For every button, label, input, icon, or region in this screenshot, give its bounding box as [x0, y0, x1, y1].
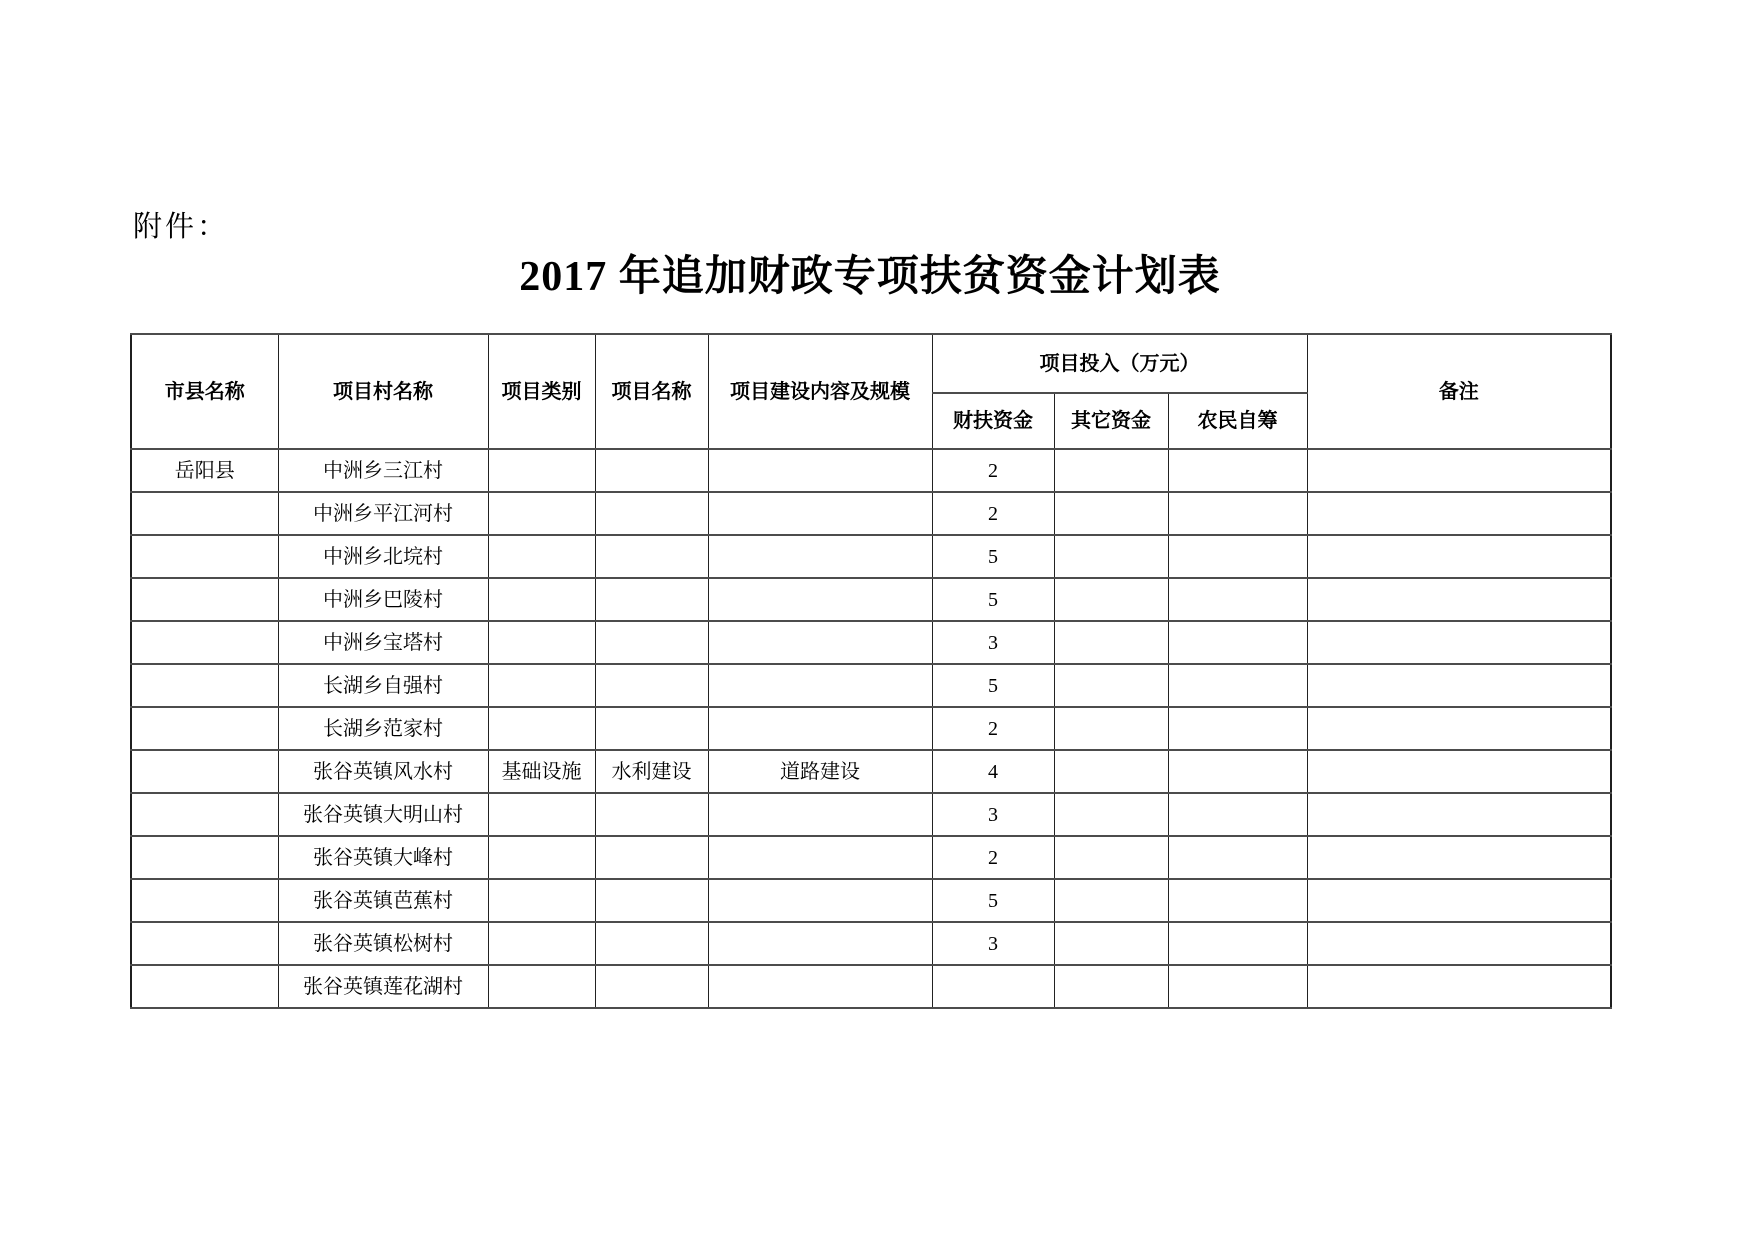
cell-content-scale [708, 449, 932, 492]
cell-city [131, 922, 278, 965]
cell-fund-poverty: 3 [932, 922, 1054, 965]
table-row [131, 836, 1611, 879]
cell-fund-poverty: 3 [932, 621, 1054, 664]
cell-fund-other [1054, 793, 1168, 836]
cell-project-name [595, 492, 708, 535]
cell-project-name [595, 578, 708, 621]
cell-village: 张谷英镇大峰村 [278, 836, 488, 879]
cell-fund-self [1168, 535, 1307, 578]
cell-content-scale [708, 707, 932, 750]
cell-content-scale [708, 793, 932, 836]
cell-project-name [595, 621, 708, 664]
cell-fund-self [1168, 449, 1307, 492]
cell-city [131, 492, 278, 535]
cell-fund-self [1168, 578, 1307, 621]
header-city: 市县名称 [131, 334, 278, 449]
cell-village: 中洲乡北垸村 [278, 535, 488, 578]
cell-village: 张谷英镇松树村 [278, 922, 488, 965]
cell-fund-poverty: 2 [932, 492, 1054, 535]
cell-category [488, 793, 595, 836]
page-title: 2017 年追加财政专项扶贫资金计划表 [519, 254, 1221, 300]
table-row [131, 879, 1611, 922]
cell-remark [1307, 621, 1611, 664]
cell-fund-self [1168, 879, 1307, 922]
header-remark: 备注 [1307, 334, 1611, 449]
cell-project-name [595, 836, 708, 879]
cell-remark [1307, 965, 1611, 1008]
cell-city [131, 707, 278, 750]
cell-content-scale [708, 879, 932, 922]
table-row [131, 793, 1611, 836]
table-row [131, 449, 1611, 492]
cell-project-name [595, 707, 708, 750]
cell-fund-poverty: 3 [932, 793, 1054, 836]
cell-village: 张谷英镇芭蕉村 [278, 879, 488, 922]
cell-fund-other [1054, 707, 1168, 750]
cell-city: 岳阳县 [131, 449, 278, 492]
cell-category [488, 836, 595, 879]
table-row [131, 922, 1611, 965]
cell-remark [1307, 449, 1611, 492]
cell-category [488, 879, 595, 922]
cell-category [488, 965, 595, 1008]
cell-fund-other [1054, 578, 1168, 621]
cell-category [488, 664, 595, 707]
cell-fund-self [1168, 836, 1307, 879]
cell-project-name: 水利建设 [595, 750, 708, 793]
cell-category [488, 492, 595, 535]
cell-project-name [595, 922, 708, 965]
cell-fund-poverty: 5 [932, 664, 1054, 707]
table-row [131, 492, 1611, 535]
header-fund-self: 农民自筹 [1168, 393, 1307, 449]
cell-project-name [595, 449, 708, 492]
cell-city [131, 965, 278, 1008]
cell-content-scale [708, 965, 932, 1008]
cell-remark [1307, 793, 1611, 836]
table-row [131, 621, 1611, 664]
cell-fund-other [1054, 492, 1168, 535]
cell-remark [1307, 922, 1611, 965]
cell-remark [1307, 578, 1611, 621]
cell-fund-other [1054, 965, 1168, 1008]
cell-project-name [595, 535, 708, 578]
cell-city [131, 750, 278, 793]
cell-village: 张谷英镇莲花湖村 [278, 965, 488, 1008]
table-row [131, 707, 1611, 750]
cell-fund-poverty: 5 [932, 578, 1054, 621]
cell-fund-self [1168, 965, 1307, 1008]
cell-fund-poverty: 2 [932, 707, 1054, 750]
cell-city [131, 836, 278, 879]
cell-fund-self [1168, 707, 1307, 750]
table-row [131, 664, 1611, 707]
cell-content-scale [708, 836, 932, 879]
cell-category [488, 578, 595, 621]
cell-remark [1307, 707, 1611, 750]
cell-content-scale [708, 578, 932, 621]
cell-fund-other [1054, 922, 1168, 965]
cell-city [131, 793, 278, 836]
table-body [131, 449, 1611, 1008]
table-row [131, 965, 1611, 1008]
cell-fund-poverty: 5 [932, 879, 1054, 922]
cell-village: 长湖乡范家村 [278, 707, 488, 750]
cell-remark [1307, 535, 1611, 578]
cell-fund-poverty: 2 [932, 836, 1054, 879]
cell-fund-other [1054, 535, 1168, 578]
header-fund-poverty: 财扶资金 [932, 393, 1054, 449]
header-category: 项目类别 [488, 334, 595, 449]
table-row [131, 535, 1611, 578]
cell-project-name [595, 793, 708, 836]
cell-project-name [595, 965, 708, 1008]
cell-fund-other [1054, 750, 1168, 793]
table-header [131, 334, 1611, 449]
header-project-name: 项目名称 [595, 334, 708, 449]
cell-village: 中洲乡平江河村 [278, 492, 488, 535]
cell-fund-other [1054, 449, 1168, 492]
fund-plan-table [130, 333, 1612, 1009]
cell-fund-poverty: 5 [932, 535, 1054, 578]
header-investment-group: 项目投入（万元） [932, 334, 1307, 393]
cell-content-scale: 道路建设 [708, 750, 932, 793]
cell-category [488, 621, 595, 664]
cell-fund-other [1054, 621, 1168, 664]
cell-remark [1307, 492, 1611, 535]
cell-content-scale [708, 922, 932, 965]
cell-village: 中洲乡巴陵村 [278, 578, 488, 621]
cell-content-scale [708, 535, 932, 578]
cell-remark [1307, 664, 1611, 707]
cell-city [131, 578, 278, 621]
cell-village: 中洲乡三江村 [278, 449, 488, 492]
cell-fund-poverty: 4 [932, 750, 1054, 793]
cell-category [488, 707, 595, 750]
cell-fund-other [1054, 879, 1168, 922]
table-row [131, 578, 1611, 621]
cell-fund-self [1168, 793, 1307, 836]
cell-fund-self [1168, 750, 1307, 793]
cell-fund-poverty: 2 [932, 449, 1054, 492]
cell-content-scale [708, 492, 932, 535]
cell-city [131, 664, 278, 707]
table-row [131, 750, 1611, 793]
cell-fund-other [1054, 836, 1168, 879]
cell-village: 长湖乡自强村 [278, 664, 488, 707]
attachment-label: 附件： [133, 211, 230, 243]
cell-content-scale [708, 621, 932, 664]
cell-city [131, 879, 278, 922]
cell-remark [1307, 750, 1611, 793]
cell-village: 中洲乡宝塔村 [278, 621, 488, 664]
cell-fund-self [1168, 922, 1307, 965]
cell-fund-other [1054, 664, 1168, 707]
cell-fund-self [1168, 492, 1307, 535]
cell-fund-self [1168, 664, 1307, 707]
header-content-scale: 项目建设内容及规模 [708, 334, 932, 449]
cell-project-name [595, 879, 708, 922]
cell-category [488, 449, 595, 492]
cell-category [488, 922, 595, 965]
header-fund-other: 其它资金 [1054, 393, 1168, 449]
cell-remark [1307, 836, 1611, 879]
cell-city [131, 535, 278, 578]
cell-category: 基础设施 [488, 750, 595, 793]
cell-project-name [595, 664, 708, 707]
cell-city [131, 621, 278, 664]
cell-fund-poverty [932, 965, 1054, 1008]
cell-content-scale [708, 664, 932, 707]
cell-village: 张谷英镇大明山村 [278, 793, 488, 836]
header-village: 项目村名称 [278, 334, 488, 449]
cell-fund-self [1168, 621, 1307, 664]
cell-category [488, 535, 595, 578]
cell-remark [1307, 879, 1611, 922]
cell-village: 张谷英镇风水村 [278, 750, 488, 793]
